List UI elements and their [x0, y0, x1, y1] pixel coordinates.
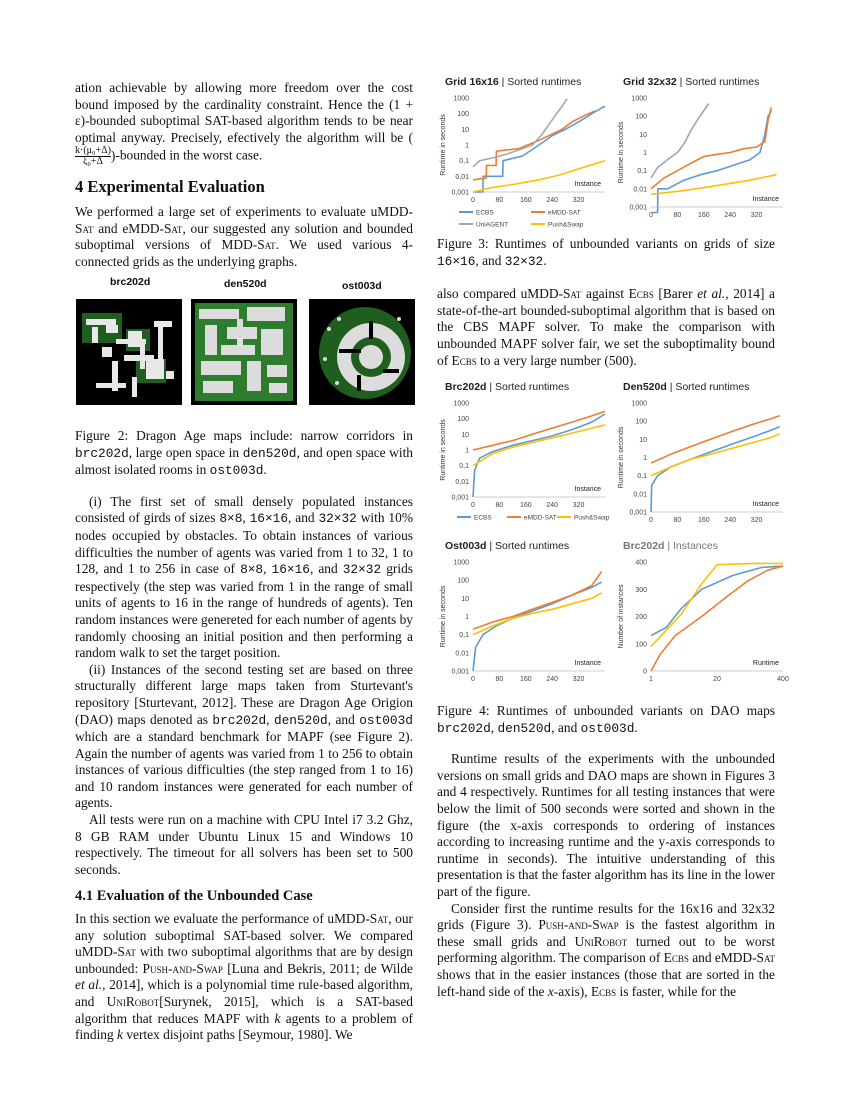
- series-line-ecbs: [651, 427, 780, 512]
- x-tick-label: 0: [471, 197, 475, 204]
- x-tick-label: 320: [750, 517, 763, 524]
- y-tick-label: 0,1: [637, 473, 647, 481]
- y-tick-label: 0,01: [455, 650, 469, 658]
- intro-paragraph: ation achievable by allowing more freedom over the cost bound imposed by the cardinality constraint. Hence the (1 + ε)-bounded suboptimal SAT-based algorithm tends to be near optimal anyway. Precisely, efectively the algorithm will be ( $\frac{\text{k·(μ₀+Δ)}}{\text{ξ₀+Δ}}$ )-bounded in the worst case.: [75, 80, 413, 168]
- x-tick-label: 80: [673, 212, 682, 219]
- chart-xlabel: Runtime: [752, 660, 779, 667]
- x-tick-label: 240: [724, 517, 737, 524]
- series-line-ecbs: [473, 414, 605, 497]
- series-line-uniagent: [651, 104, 709, 178]
- x-tick-label: 240: [546, 197, 559, 204]
- paragraph-ecbs: also compared uMDD-Sat against Ecbs [Barer et al., 2014] a state-of-the-art bounded-suboptimal algorithm that is based on the CBS MAPF solver. To make the comparison with unbounded MAPF solver fair, we set the suboptimality bound of Ecbs to a very large number (500).: [437, 286, 775, 368]
- chart-ylabel: Number of instances: [618, 584, 625, 649]
- x-tick-label: 160: [519, 502, 532, 509]
- right-column-upper: [437, 236, 775, 369]
- x-tick-label: 160: [519, 676, 532, 683]
- x-tick-label: 0: [649, 517, 653, 524]
- section-4-title: 4 Experimental Evaluation: [75, 177, 265, 197]
- paragraph-results: Runtime results of the experiments with the unbounded versions on small grids and DAO maps are shown in Figures 3 and 4 respectively. Runtimes for all testing instances that were below the limit of 500 seconds were sorted and shown in the figure (the x-axis corresponds to ordering of instances according to increasing runtime and the y-axis corresponds to runtime in seconds). The intuitive understanding of this presentation is that the faster algorithm has its line in the lower part of the figure.: [437, 751, 775, 899]
- y-tick-label: 1000: [453, 400, 469, 408]
- y-tick-label: 1000: [631, 400, 647, 408]
- legend-label: eMDD-SAT: [548, 209, 581, 217]
- chart-xlabel: Instance: [574, 486, 601, 493]
- chart-ylabel: Runtime in seconds: [440, 585, 447, 648]
- section-4-paragraph: We performed a large set of experiments to evaluate uMDD-Sat and eMDD-Sat, our suggested any solution and bounded suboptimal versions of MDD-Sat. We used various 4-connected grids as the underlying graphs.: [75, 203, 414, 269]
- chart-ost003d-runtimes: [437, 536, 612, 688]
- chart-title: Brc202d | Sorted runtimes: [445, 381, 570, 393]
- series-line-emdd-sat: [473, 411, 605, 450]
- y-tick-label: 1000: [453, 95, 469, 103]
- y-tick-label: 100: [635, 418, 647, 426]
- y-tick-label: 0,1: [637, 168, 647, 176]
- x-tick-label: 20: [713, 676, 721, 683]
- legend-label: ECBS: [476, 209, 494, 217]
- chart-title: Grid 32x32 | Sorted runtimes: [623, 76, 760, 88]
- map-image-ost003d: [309, 299, 415, 405]
- x-tick-label: 80: [495, 197, 504, 204]
- left-column: [75, 80, 413, 270]
- chart-xlabel: Instance: [752, 501, 779, 508]
- paragraph-consider: Consider first the runtime results for the 16x16 and 32x32 grids (Figure 3). Push-and-Swap is the fastest algorithm in these small grids and UniRobot turned out to be worst performing algorithm. The comparison of Ecbs and eMDD-Sat shows that in the easier instances (those that are sorted in the left-hand side of the x-axis), Ecbs is faster, while for the: [437, 900, 776, 999]
- y-tick-label: 0: [643, 668, 647, 676]
- y-tick-label: 0,1: [459, 463, 469, 471]
- x-tick-label: 0: [471, 502, 475, 509]
- x-tick-label: 400: [777, 676, 789, 683]
- figure-3-caption: Figure 3: Runtimes of unbounded variants on grids of size 16×16, and 32×32.: [437, 236, 775, 269]
- y-tick-label: 1: [643, 455, 647, 462]
- y-tick-label: 1: [465, 142, 469, 150]
- x-tick-label: 0: [471, 676, 475, 683]
- chart-title: Grid 16x16 | Sorted runtimes: [445, 76, 582, 88]
- y-tick-label: 100: [635, 641, 647, 649]
- y-tick-label: 0,01: [633, 186, 647, 194]
- paragraph-set-ii: (ii) Instances of the second testing set are based on three structurally different large maps taken from Sturtevant's repository [Sturtevant, 2012]. These are Dragon Age Origion (DAO) maps denoted as brc202d, den520d, and ost003d which are a standard benchmark for MAPF (see Figure 2). Again the number of agents was varied from 1 to 256 to obtain instances of various difficulties (the step ranged from 1 to 16) and 10 random instances were generated for each number of agents.: [75, 661, 413, 811]
- right-column-lower: [437, 703, 775, 1000]
- y-tick-label: 1000: [631, 95, 647, 103]
- series-line-emdd-sat: [651, 108, 771, 189]
- chart-grid-16x16: [437, 72, 612, 229]
- x-tick-label: 240: [724, 212, 737, 219]
- chart-den520d-runtimes: [615, 377, 790, 529]
- x-tick-label: 80: [495, 502, 504, 509]
- chart-svg: [437, 72, 612, 229]
- y-tick-label: 100: [635, 113, 647, 121]
- y-tick-label: 400: [635, 559, 647, 567]
- chart-title: Ost003d | Sorted runtimes: [445, 540, 570, 552]
- x-tick-label: 320: [572, 197, 585, 204]
- chart-ylabel: Runtime in seconds: [618, 121, 625, 184]
- y-tick-label: 1000: [453, 559, 469, 567]
- y-tick-label: 10: [639, 131, 647, 139]
- chart-svg: [615, 377, 790, 529]
- series-line-emdd-sat: [651, 416, 780, 463]
- x-tick-label: 160: [697, 212, 710, 219]
- y-tick-label: 0,1: [459, 158, 469, 166]
- y-tick-label: 10: [461, 595, 469, 603]
- y-tick-label: 100: [457, 111, 469, 119]
- chart-svg: [615, 72, 790, 224]
- y-tick-label: 0,001: [629, 509, 647, 517]
- y-tick-label: 0,001: [451, 189, 469, 197]
- y-tick-label: 1: [465, 614, 469, 621]
- figure-2-caption: Figure 2: Dragon Age maps include: narrow corridors in brc202d, large open space in den520d, and open space with almost isolated rooms in ost003d.: [75, 428, 413, 479]
- y-tick-label: 0,001: [629, 204, 647, 212]
- x-tick-label: 1: [649, 676, 653, 683]
- legend-label: ECBS: [474, 514, 492, 522]
- x-tick-label: 80: [495, 676, 504, 683]
- x-tick-label: 160: [519, 197, 532, 204]
- y-tick-label: 200: [635, 614, 647, 621]
- y-tick-label: 0,001: [451, 494, 469, 502]
- legend-label: eMDD-SAT: [524, 514, 557, 522]
- chart-title: Den520d | Sorted runtimes: [623, 381, 750, 393]
- chart-title: Brc202d | Instances: [623, 540, 718, 552]
- chart-xlabel: Instance: [574, 181, 601, 188]
- left-column-lower: [75, 428, 413, 1044]
- y-tick-label: 300: [635, 586, 647, 594]
- chart-svg: [437, 536, 612, 688]
- paragraph-test-setup: All tests were run on a machine with CPU Intel i7 3.2 Ghz, 8 GB RAM under Ubuntu Linux 15 and Windows 10 respectively. The timeout for all solvers has been set to 500 seconds.: [75, 812, 413, 877]
- chart-ylabel: Runtime in seconds: [440, 419, 447, 481]
- paragraph-set-i: (i) The first set of small densely populated instances consisted of girds of sizes 8×8, 16×16, and 32×32 with 10% nodes occupied by obstacles. To obtain instances of various difficulties the number of agents was varied from 1 to 32, 1 to 128, and 1 to 256 in case of 8×8, 16×16, and 32×32 grids respectively (the step was varied from 1 in the range of small units of agents to 16 in the range of hundreds of agents). Ten random instances were genereted for each number of agents by randomly choosing an initial position and then performing a random walk to set the target position.: [75, 493, 413, 661]
- legend-label: Push&Swap: [574, 514, 610, 522]
- section-4-1-paragraph: In this section we evaluate the performance of uMDD-Sat, our any solution suboptimal SAT-based solver. We compared uMDD-Sat with two suboptimal algorithms that are by design unbounded: Push-and-Swap [Luna and Bekris, 2011; de Wilde et al., 2014], which is a polynomial time rule-based algorithm, and UniRobot[Surynek, 2015], which is a SAT-based algorithm that reduces MAPF with k agents to a problem of finding k vertex disjoint paths [Seymour, 1980]. We: [75, 911, 414, 1043]
- y-tick-label: 1: [643, 150, 647, 157]
- map-label-ost003d: ost003d: [342, 280, 382, 292]
- y-tick-label: 0,1: [459, 632, 469, 640]
- legend-label: Push&Swap: [548, 221, 584, 229]
- chart-brc202d-runtimes: [437, 377, 612, 529]
- map-label-brc202d: brc202d: [110, 276, 151, 288]
- bound-formula: ( $\frac{\text{k·(μ₀+Δ)}}{\text{ξ₀+Δ}}$ ): [75, 129, 413, 168]
- y-tick-label: 0,01: [455, 478, 469, 486]
- legend-label: UniAGENT: [476, 221, 509, 229]
- map-image-den520d: [191, 299, 297, 405]
- chart-svg: [615, 536, 790, 688]
- chart-grid-32x32: [615, 72, 790, 224]
- map-image-brc202d: [76, 299, 182, 405]
- chart-brc202d-instances: [615, 536, 790, 688]
- map-label-den520d: den520d: [224, 278, 267, 290]
- x-tick-label: 240: [546, 676, 559, 683]
- chart-ylabel: Runtime in seconds: [618, 426, 625, 489]
- y-tick-label: 1: [465, 447, 469, 455]
- y-tick-label: 0,001: [451, 668, 469, 676]
- x-tick-label: 320: [572, 502, 585, 509]
- x-tick-label: 240: [546, 502, 559, 509]
- x-tick-label: 0: [649, 212, 653, 219]
- figure-4-caption: Figure 4: Runtimes of unbounded variants on DAO maps brc202d, den520d, and ost003d.: [437, 703, 775, 736]
- x-tick-label: 320: [572, 676, 585, 683]
- y-tick-label: 0,01: [633, 491, 647, 499]
- chart-svg: [437, 377, 612, 529]
- y-tick-label: 100: [457, 577, 469, 585]
- section-4-1-title: 4.1 Evaluation of the Unbounded Case: [75, 888, 313, 905]
- y-tick-label: 10: [461, 431, 469, 439]
- chart-xlabel: Instance: [574, 660, 601, 667]
- x-tick-label: 80: [673, 517, 682, 524]
- y-tick-label: 10: [461, 126, 469, 134]
- chart-ylabel: Runtime in seconds: [440, 114, 447, 176]
- y-tick-label: 100: [457, 416, 469, 424]
- series-line-push-swap: [651, 175, 776, 195]
- chart-xlabel: Instance: [752, 196, 779, 203]
- y-tick-label: 10: [639, 436, 647, 444]
- y-tick-label: 0,01: [455, 173, 469, 181]
- x-tick-label: 160: [697, 517, 710, 524]
- x-tick-label: 320: [750, 212, 763, 219]
